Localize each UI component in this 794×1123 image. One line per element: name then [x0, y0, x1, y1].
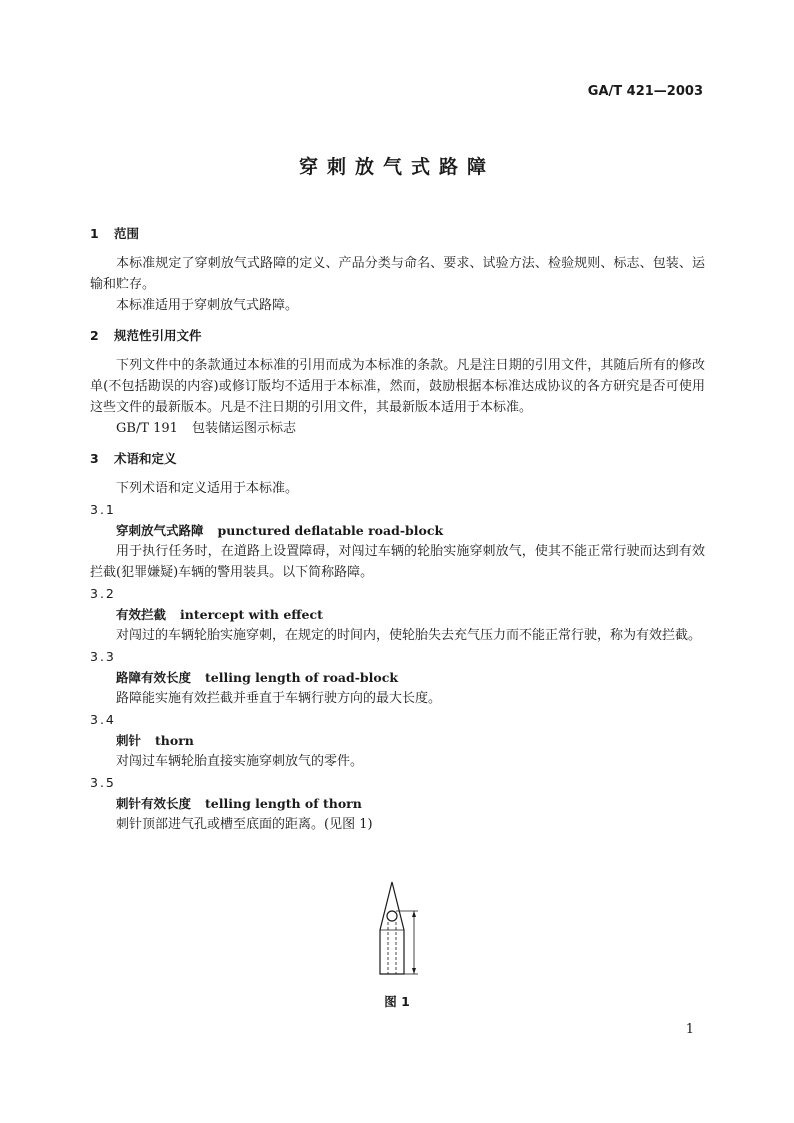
reference-item	[90, 418, 705, 439]
dimension-arrow-top	[412, 911, 416, 917]
term-zh: 路障有效长度	[116, 670, 192, 685]
term-name	[90, 667, 705, 688]
section-title: 范围	[114, 226, 140, 241]
term-number: 3.4	[90, 712, 116, 727]
reference-title: 包装储运图示标志	[191, 421, 296, 436]
document-body	[90, 214, 705, 835]
section-title: 规范性引用文件	[114, 328, 202, 343]
term-definition: 用于执行任务时，在道路上设置障碍，对闯过车辆的轮胎实施穿刺放气，使其不能正常行驶而达到有效拦截(犯罪嫌疑)车辆的警用装具。以下简称路障。	[90, 544, 705, 580]
term-zh: 刺针有效长度	[116, 796, 192, 811]
term-entry	[90, 499, 705, 583]
term-number: 3.3	[90, 649, 116, 664]
term-number: 3.1	[90, 502, 116, 517]
scope-applicability: 本标准适用于穿刺放气式路障。	[116, 298, 299, 313]
section-title: 术语和定义	[114, 451, 177, 466]
thorn-diagram	[370, 880, 430, 980]
section-2-heading	[90, 325, 705, 346]
section-number: 1	[90, 226, 99, 241]
term-number: 3.5	[90, 775, 116, 790]
term-entry	[90, 772, 705, 835]
standard-code: GA/T 421—2003	[587, 84, 703, 99]
term-zh: 有效拦截	[116, 607, 167, 622]
term-en: thorn	[155, 733, 194, 748]
term-name	[90, 793, 705, 814]
dimension-arrow-bottom	[412, 968, 416, 974]
term-entry	[90, 646, 705, 709]
term-name	[90, 604, 705, 625]
terms-intro: 下列术语和定义适用于本标准。	[116, 481, 299, 496]
section-number: 3	[90, 451, 99, 466]
term-definition: 对闯过车辆轮胎直接实施穿刺放气的零件。	[116, 754, 364, 769]
term-name	[90, 520, 705, 541]
thorn-outline	[380, 882, 404, 974]
section-number: 2	[90, 328, 99, 343]
term-name	[90, 730, 705, 751]
reference-code: GB/T 191	[116, 421, 178, 436]
normative-references-paragraph: 下列文件中的条款通过本标准的引用而成为本标准的条款。凡是注日期的引用文件，其随后所有的修改单(不包括勘误的内容)或修订版均不适用于本标准，然而，鼓励根据本标准达成协议的各方研究是否可使用这些文件的最新版本。凡是不注日期的引用文件，其最新版本适用于本标准。	[90, 358, 705, 415]
term-zh: 穿刺放气式路障	[116, 523, 204, 538]
scope-paragraph: 本标准规定了穿刺放气式路障的定义、产品分类与命名、要求、试验方法、检验规则、标志、包装、运输和贮存。	[90, 256, 705, 292]
air-inlet-hole	[387, 911, 397, 921]
term-en: punctured deflatable road-block	[217, 523, 444, 538]
page-number: 1	[685, 1022, 694, 1037]
section-3-heading	[90, 448, 705, 469]
term-en: telling length of thorn	[205, 796, 362, 811]
figure-caption: 图 1	[384, 994, 410, 1009]
term-en: intercept with effect	[180, 607, 323, 622]
term-number: 3.2	[90, 586, 116, 601]
term-entry	[90, 583, 705, 646]
term-zh: 刺针	[116, 733, 142, 748]
term-en: telling length of road-block	[205, 670, 399, 685]
document-title: 穿刺放气式路障	[298, 156, 495, 178]
section-1-heading	[90, 223, 705, 244]
term-definition: 对闯过的车辆轮胎实施穿刺，在规定的时间内，使轮胎失去充气压力而不能正常行驶，称为有效拦截。	[116, 628, 702, 643]
term-definition: 路障能实施有效拦截并垂直于车辆行驶方向的最大长度。	[116, 691, 442, 706]
term-definition: 刺针顶部进气孔或槽至底面的距离。(见图 1)	[116, 817, 373, 832]
term-entry	[90, 709, 705, 772]
